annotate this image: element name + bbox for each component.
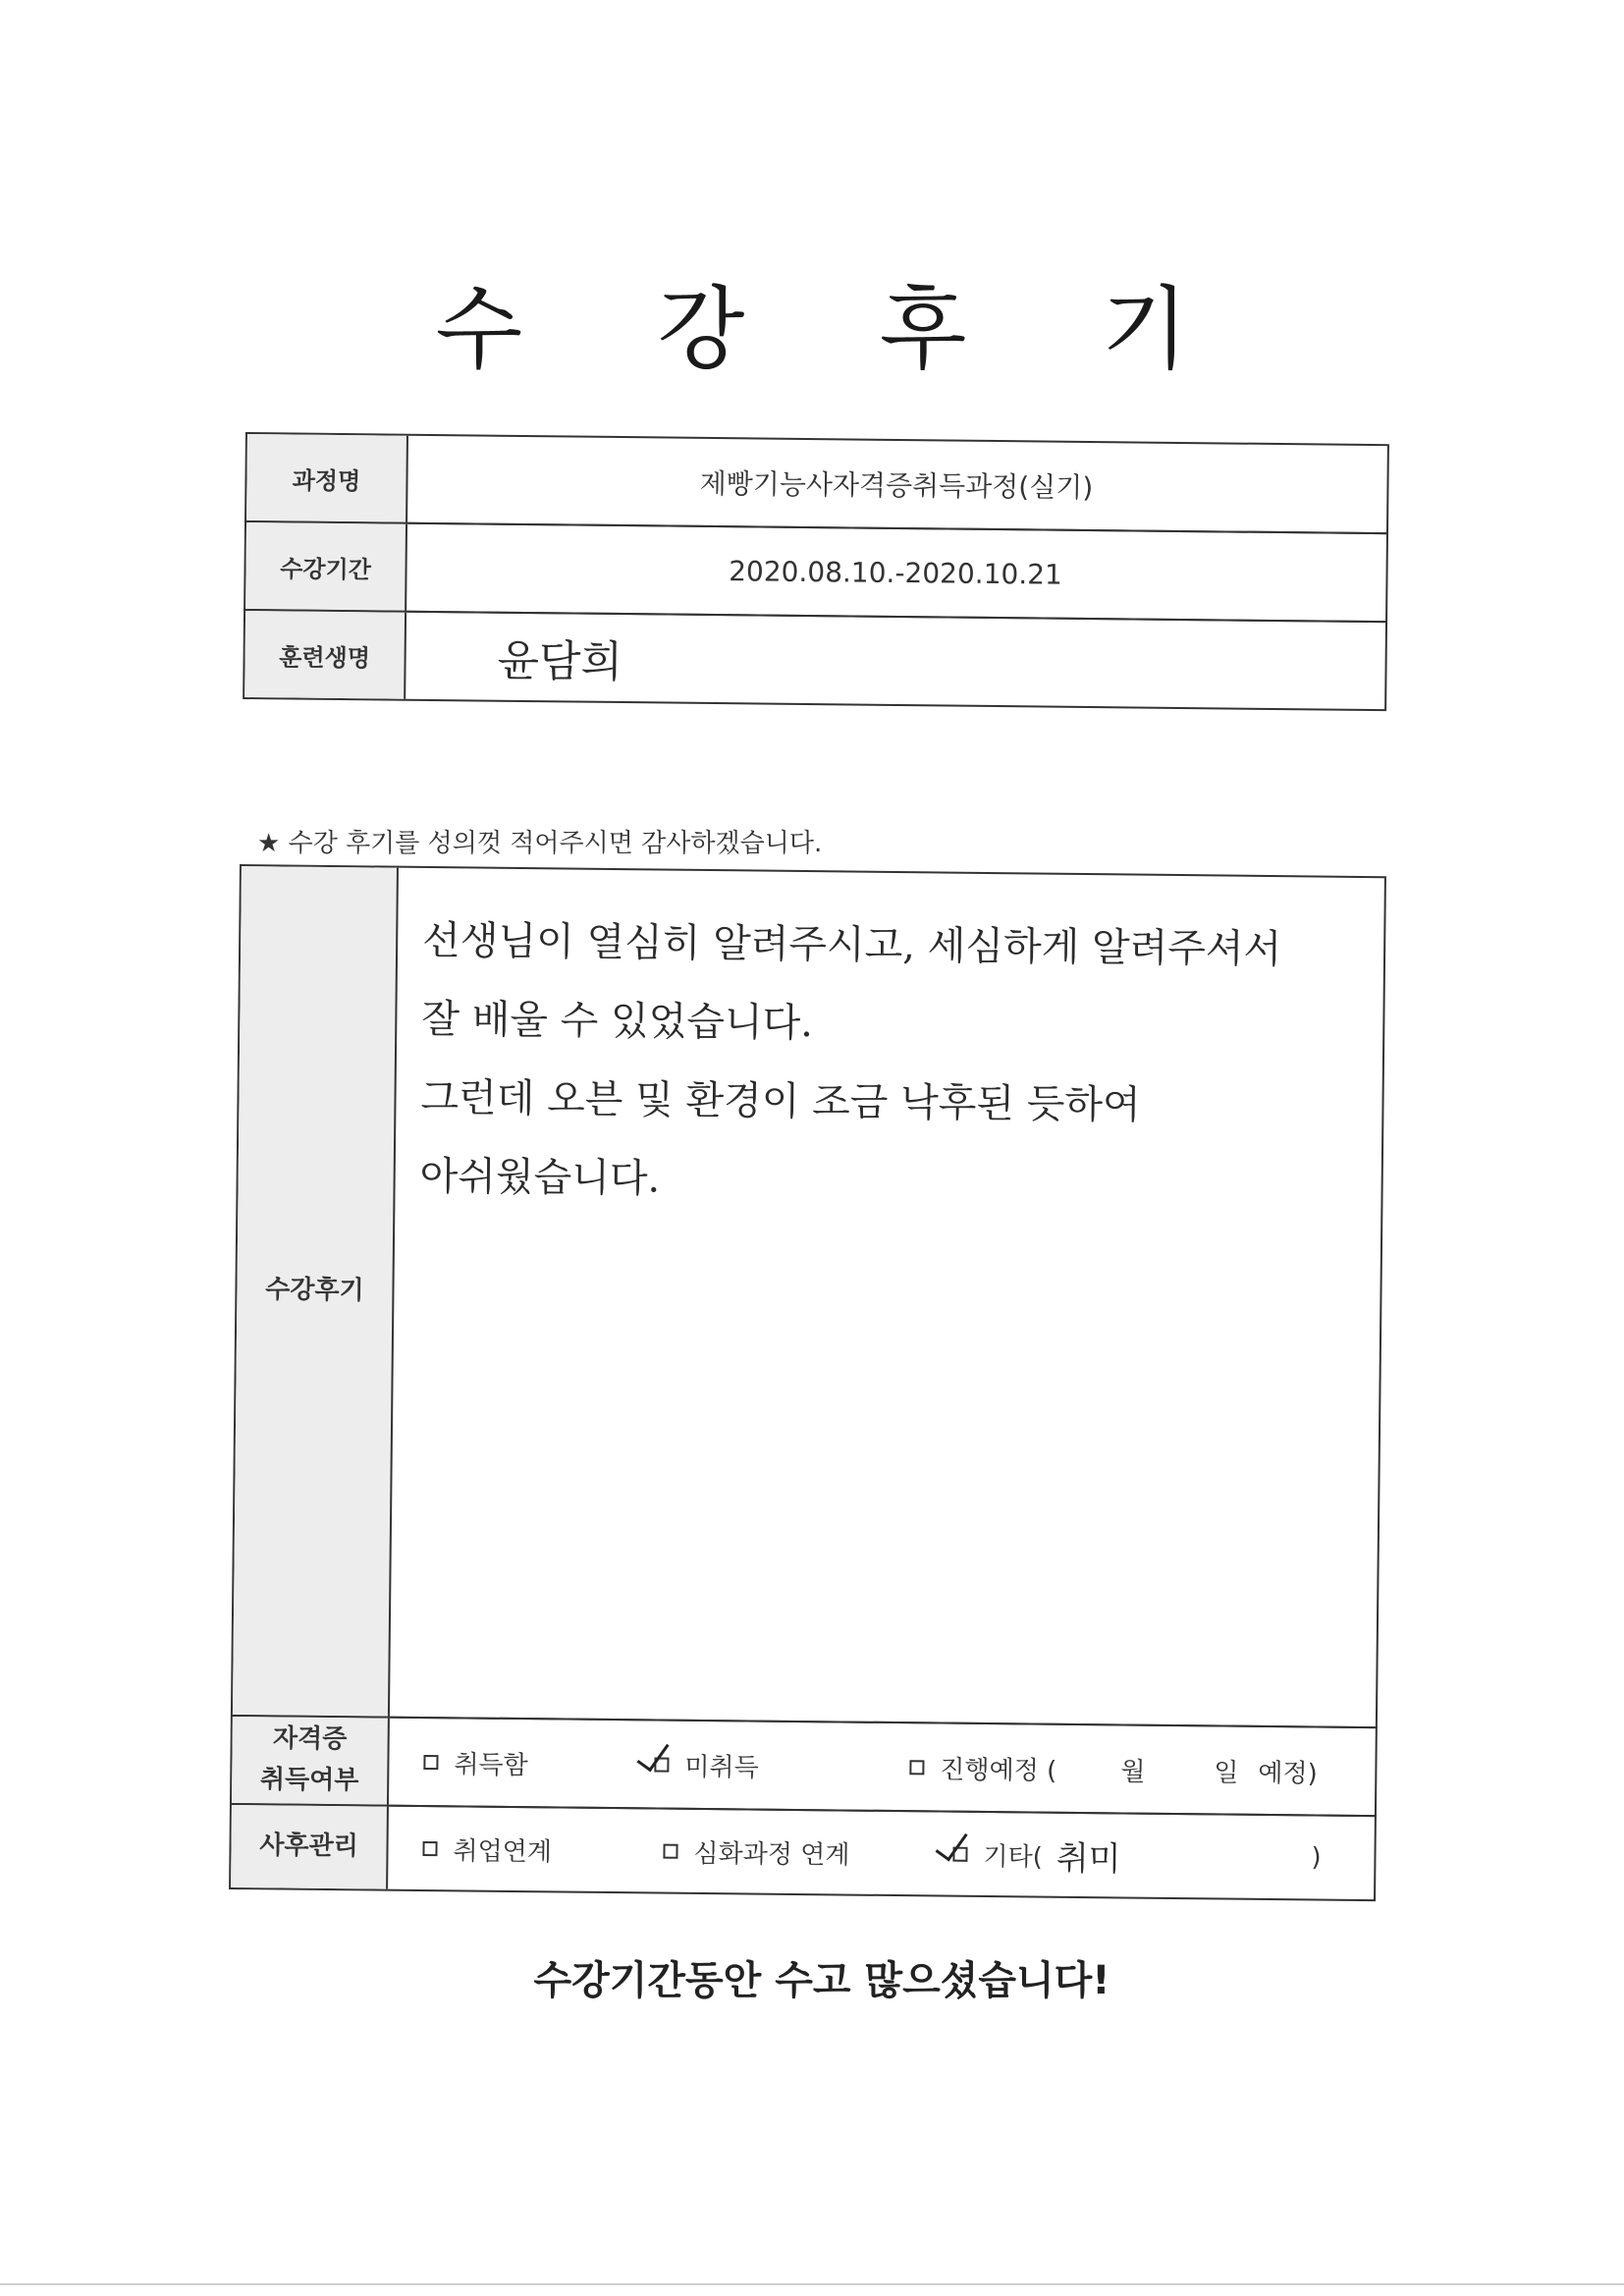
period-row bbox=[244, 520, 1388, 623]
review-label: 수강후기 bbox=[233, 866, 399, 1717]
review-table bbox=[229, 864, 1386, 1927]
course-label: 과정명 bbox=[246, 434, 408, 522]
cert-option-not-obtained[interactable] bbox=[654, 1721, 759, 1808]
course-info-table bbox=[243, 432, 1389, 737]
cert-option-planned-label: 진행예정 ( bbox=[940, 1755, 1057, 1786]
course-row bbox=[244, 432, 1389, 534]
cert-option-obtained-label: 취득함 bbox=[454, 1749, 528, 1780]
checkbox-obtained[interactable] bbox=[423, 1755, 438, 1770]
period-value: 2020.08.10.-2020.10.21 bbox=[729, 554, 1063, 591]
followup-option-job[interactable] bbox=[422, 1807, 552, 1890]
page-title: 수 강 후 기 bbox=[435, 277, 1242, 382]
cert-option-planned[interactable] bbox=[909, 1723, 1057, 1812]
other-close-paren: ) bbox=[1311, 1842, 1322, 1873]
instruction-note: ★ 수강 후기를 성의껏 적어주시면 감사하겠습니다. bbox=[257, 829, 823, 858]
period-label: 수강기간 bbox=[245, 522, 407, 611]
cert-option-not-obtained-label: 미취득 bbox=[684, 1752, 759, 1783]
course-value: 제빵기능사자격증취득과정(실기) bbox=[699, 466, 1094, 505]
cert-row bbox=[230, 1715, 1378, 1817]
cert-label-line1: 자격증 bbox=[272, 1723, 348, 1755]
other-handwritten-value: 취미 bbox=[1056, 1838, 1121, 1879]
trainee-name-handwritten: 윤담희 bbox=[497, 635, 623, 688]
review-line-1: 선생님이 열심히 알려주시고, 세심하게 알려주셔서 bbox=[421, 917, 1282, 973]
followup-option-job-label: 취업연계 bbox=[453, 1835, 553, 1867]
review-row bbox=[231, 864, 1386, 1728]
closing-message: 수강기간동안 수고 많으셨습니다! bbox=[533, 1958, 1110, 2003]
scan-edge-divider bbox=[0, 2283, 1624, 2285]
cert-label-line2: 취득여부 bbox=[259, 1765, 359, 1796]
review-line-3: 그런데 오븐 및 환경이 조금 낙후된 듯하여 bbox=[420, 1074, 1141, 1128]
plan-end-label: 예정) bbox=[1258, 1758, 1318, 1789]
checkbox-other-checked[interactable] bbox=[952, 1846, 967, 1861]
cert-option-obtained[interactable] bbox=[423, 1719, 528, 1806]
trainee-label: 훈련생명 bbox=[244, 611, 406, 699]
cert-label bbox=[232, 1717, 390, 1805]
review-line-2: 잘 배울 수 있었습니다. bbox=[421, 996, 814, 1047]
followup-option-other[interactable] bbox=[952, 1813, 1121, 1897]
plan-month-label: 월 bbox=[1120, 1756, 1146, 1787]
trainee-row bbox=[243, 609, 1387, 711]
checkbox-planned[interactable] bbox=[909, 1760, 924, 1775]
followup-option-advanced[interactable] bbox=[663, 1810, 850, 1894]
review-line-4: 아쉬웠습니다. bbox=[419, 1153, 661, 1202]
checkbox-job-link[interactable] bbox=[422, 1841, 437, 1856]
checkbox-advanced-course[interactable] bbox=[663, 1843, 677, 1858]
followup-label: 사후관리 bbox=[231, 1805, 389, 1889]
followup-option-other-label: 기타( bbox=[983, 1841, 1044, 1873]
checkbox-not-obtained-checked[interactable] bbox=[654, 1757, 669, 1772]
plan-day-label: 일 bbox=[1214, 1757, 1239, 1788]
followup-row bbox=[229, 1803, 1377, 1901]
followup-option-advanced-label: 심화과정 연계 bbox=[693, 1838, 850, 1871]
